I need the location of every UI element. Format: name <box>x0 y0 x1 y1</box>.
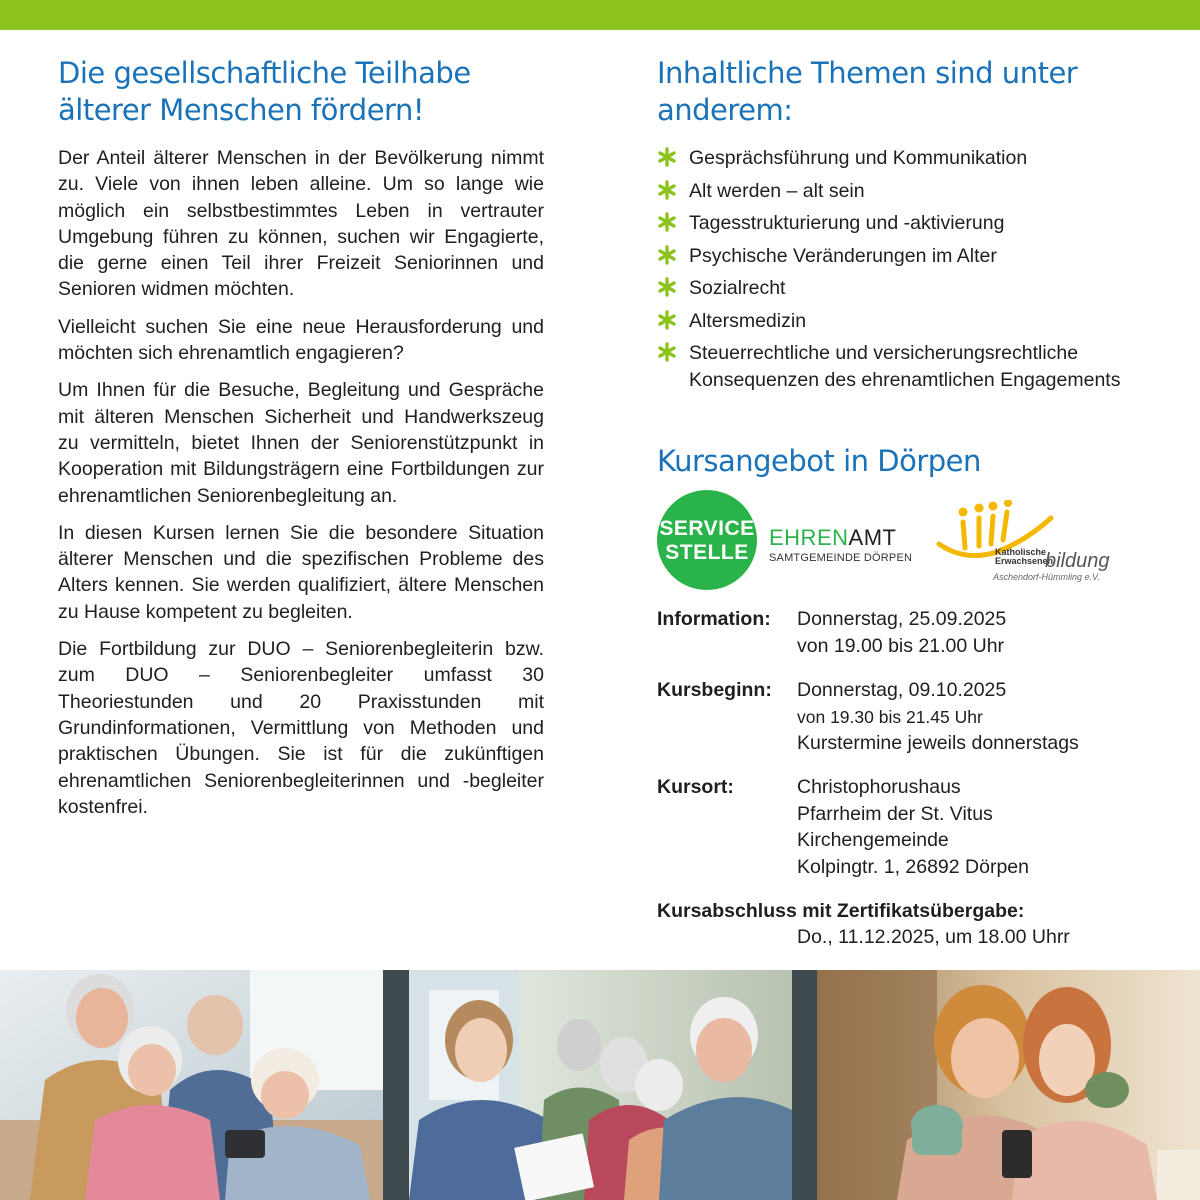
keb-bildung-text: bildung <box>1045 550 1110 572</box>
keb-line1: Katholische <box>995 547 1047 557</box>
kursbeginn-label: Kursbeginn: <box>657 679 772 701</box>
intro-paragraph-1: Der Anteil älterer Menschen in der Bevölkerung nimmt zu. Viele von ihnen leben alleine. Um so lange wie möglich ein selbstbestimmtes Leben in vertrauter Umgebung führen zu können, suchen wir Engagierte, die gerne einen Teil ihrer Freizeit Seniorinnen und Senioren widmen möchten. <box>58 147 544 301</box>
keb-figure-icon <box>935 500 1055 580</box>
kursort-label: Kursort: <box>657 776 734 798</box>
theme-text: Gesprächsführung und Kommunikation <box>689 147 1028 169</box>
themes-heading <box>657 55 1157 129</box>
keb-line2: Erwachsenen <box>995 556 1054 566</box>
theme-item <box>657 340 1157 393</box>
intro-paragraph-5: Die Fortbildung zur DUO – Seniorenbegleiterin bzw. zum DUO – Seniorenbegleiter umfasst 30 Theoriestunden und 20 Praxisstunden mit Grundinformationen, Vermittlung von Methoden und praktischen Übungen. Sie ist für die zukünftigen ehrenamtlichen Seniorenbegleiterinnen und -begleiter kostenfrei. <box>58 638 544 818</box>
logo-amt-text: AMT <box>848 525 897 550</box>
logo-service-text: SERVICE <box>659 517 755 540</box>
theme-item <box>657 178 1157 205</box>
photo-seniors-tablet <box>0 970 383 1200</box>
theme-text: Tagesstrukturierung und -aktivierung <box>689 212 1005 234</box>
kursbeginn-note: Kurstermine jeweils donnerstags <box>797 732 1079 754</box>
left-heading-line1: Die gesellschaftliche Teilhabe <box>58 56 471 90</box>
themes-heading-line2: anderem: <box>657 93 793 127</box>
information-date: Donnerstag, 25.09.2025 <box>797 608 1007 630</box>
themes-list <box>657 145 1157 393</box>
kursort-line2: Pfarrheim der St. Vitus <box>797 802 993 825</box>
asterisk-icon <box>657 180 677 200</box>
servicestelle-ehrenamt-logo <box>657 490 917 590</box>
photo-group-singing <box>409 970 792 1200</box>
themes-heading-line1: Inhaltliche Themen sind unter <box>657 56 1078 90</box>
abschluss-value: Do., 11.12.2025, um 18.00 Uhrr <box>797 926 1070 948</box>
theme-item <box>657 145 1157 172</box>
logo-circle <box>657 490 757 590</box>
left-heading <box>58 55 544 129</box>
intro-paragraph-3: Um Ihnen für die Besuche, Begleitung und Gespräche mit älteren Menschen Sicherheit und Handwerkszeug zu vermitteln, bietet Ihnen der Seniorenstützpunkt in Kooperation mit Bildungsträgern eine Fortbildungen zur ehrenamtlichen Seniorenbegleitung an. <box>58 379 544 507</box>
keb-logo <box>935 500 1115 590</box>
theme-text: Sozialrecht <box>689 277 786 299</box>
photo-woman-and-granddaughter <box>817 970 1200 1200</box>
information-value <box>797 606 1006 659</box>
kursort-value <box>797 774 1029 880</box>
left-heading-line2: älterer Menschen fördern! <box>58 93 424 127</box>
intro-paragraph-2: Vielleicht suchen Sie eine neue Herausforderung und möchten sich ehrenamtlich engagieren? <box>58 315 544 365</box>
keb-place-text: Aschendorf-Hümmling e.V. <box>993 572 1100 582</box>
asterisk-icon <box>657 277 677 297</box>
intro-paragraph-4: In diesen Kursen lernen Sie die besondere Situation älterer Menschen und die spezifischen Probleme des Alters kennen. Sie werden qualifiziert, ältere Menschen zu Hause kompetent zu begleiten. <box>58 521 544 623</box>
theme-item <box>657 243 1157 270</box>
information-time: von 19.00 bis 21.00 Uhr <box>797 634 1005 657</box>
theme-text: Steuerrechtliche und versicherungsrechtliche Konsequenzen des ehrenamtlichen Engagements <box>689 342 1121 391</box>
asterisk-icon <box>657 342 677 362</box>
logo-samtgemeinde-text: SAMTGEMEINDE DÖRPEN <box>769 552 913 564</box>
asterisk-icon <box>657 310 677 330</box>
kursbeginn-date: Donnerstag, 09.10.2025 <box>797 679 1007 701</box>
asterisk-icon <box>657 147 677 167</box>
theme-item <box>657 275 1157 302</box>
asterisk-icon <box>657 245 677 265</box>
top-accent-bar <box>0 0 1200 30</box>
asterisk-icon <box>657 212 677 232</box>
kursort-line3: Kirchengemeinde <box>797 829 949 851</box>
theme-item <box>657 210 1157 237</box>
kursbeginn-value <box>797 677 1079 757</box>
abschluss-label: Kursabschluss mit Zertifikatsübergabe: <box>657 900 1025 922</box>
kursort-line4: Kolpingtr. 1, 26892 Dörpen <box>797 855 1030 878</box>
photo-divider <box>792 970 817 1200</box>
logo-stelle-text: STELLE <box>665 541 749 564</box>
kurs-heading: Kursangebot in Dörpen <box>657 444 981 478</box>
information-label: Information: <box>657 608 771 630</box>
logo-ehren-text: EHREN <box>769 525 849 550</box>
theme-text: Psychische Veränderungen im Alter <box>689 244 997 267</box>
photo-divider <box>383 970 409 1200</box>
kursbeginn-time: von 19.30 bis 21.45 Uhr <box>797 706 983 727</box>
theme-item <box>657 308 1157 335</box>
kursort-line1: Christophorushaus <box>797 776 961 798</box>
logo-ehrenamt-text <box>769 525 896 551</box>
right-column <box>657 55 1157 399</box>
theme-text: Altersmedizin <box>689 309 807 332</box>
left-column <box>58 55 544 831</box>
theme-text: Alt werden – alt sein <box>689 179 865 202</box>
